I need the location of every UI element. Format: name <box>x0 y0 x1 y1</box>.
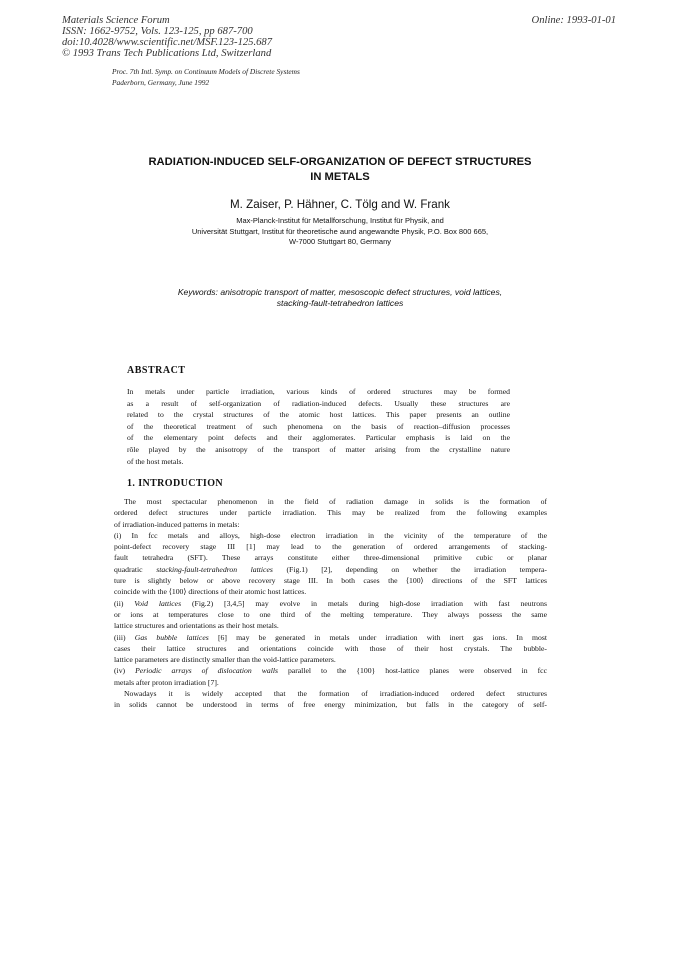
abstract-line: of the host metals. <box>127 456 184 466</box>
intro-line: metals after proton irradiation [7]. <box>114 677 219 687</box>
abstract-line: as a result of self-organization of radiation-induced defects. Usually these structures are <box>127 398 510 408</box>
keywords <box>60 287 620 309</box>
copyright-line: © 1993 Trans Tech Publications Ltd, Switzerland <box>62 48 272 59</box>
intro-text: (iii) <box>114 632 135 642</box>
introduction-body <box>114 496 547 711</box>
intro-emphasis: stacking-fault-tetrahedron lattices <box>156 564 273 574</box>
intro-line: ture is slightly below or above recovery stage III. In both cases the ⟨100⟩ directions of the SFT lattices <box>114 576 547 586</box>
doi-line: doi:10.4028/www.scientific.net/MSF.123-125.687 <box>62 37 272 48</box>
abstract-line: rôle played by the anisotropy of the transport of matter arising from the crystalline nature <box>127 444 510 454</box>
intro-line: lattice structures and orientations as their host metals. <box>114 621 279 631</box>
intro-text: (ii) <box>114 598 135 608</box>
intro-emphasis: Void lattices <box>134 598 182 608</box>
intro-line <box>114 632 547 643</box>
intro-emphasis: Gas bubble lattices <box>134 632 209 642</box>
proceedings-line: Proc. 7th Intl. Symp. on Continuum Models of Discrete Systems <box>112 67 300 76</box>
intro-line: fault tetrahedra (SFT). These arrays constitute either three-dimensional primitive cubic or planar <box>114 553 547 563</box>
title-line: RADIATION-INDUCED SELF-ORGANIZATION OF DEFECT STRUCTURES <box>148 156 532 168</box>
intro-line: or ions at temperatures close to one third of the melting temperature. They always possess the same <box>114 609 547 619</box>
intro-line: coincide with the ⟨100⟩ directions of their atomic host lattices. <box>114 587 307 597</box>
abstract-line: In metals under particle irradiation, various kinds of ordered structures may be formed <box>127 387 510 396</box>
intro-text: quadratic <box>114 564 157 574</box>
intro-line: Nowadays it is widely accepted that the formation of irradiation-induced ordered defect structures <box>124 689 547 699</box>
authors: M. Zaiser, P. Hähner, C. Tölg and W. Frank <box>230 198 450 211</box>
intro-line: in solids cannot be understood in terms of free energy minimization, but falls in the category of self- <box>114 700 547 710</box>
intro-line: lattice parameters are distinctly smaller than the void-lattice parameters. <box>114 655 336 665</box>
intro-line <box>114 564 547 575</box>
intro-text: parallel to the {100} host-lattice planes were observed in fcc <box>277 666 547 676</box>
issn-line: ISSN: 1662-9752, Vols. 123-125, pp 687-700 <box>62 26 253 37</box>
affiliation-line: Max-Planck-Institut für Metallforschung, Institut für Physik, and <box>236 216 444 225</box>
intro-line: ordered defect structures under particle irradiation. This may be realized from the following examples <box>114 508 547 518</box>
affiliation <box>60 216 620 248</box>
online-date: Online: 1993-01-01 <box>531 15 616 26</box>
intro-line: cases their lattice structures and orientations coincide with those of their host crystals. The bubble- <box>114 643 547 653</box>
keywords-line: Keywords: anisotropic transport of matter, mesoscopic defect structures, void lattices, <box>177 287 503 297</box>
intro-line <box>114 665 547 676</box>
intro-emphasis: Periodic arrays of dislocation walls <box>135 666 278 676</box>
abstract-line: of the theoretical treatment of such phenomena on the basis of reaction–diffusion processes <box>127 421 510 431</box>
publication-metadata <box>62 15 272 59</box>
keywords-line: stacking-fault-tetrahedron lattices <box>276 298 404 308</box>
journal-name: Materials Science Forum <box>62 15 170 26</box>
intro-line: point-defect recovery stage III [1] may lead to the generation of ordered arrangements of stacking- <box>114 542 547 552</box>
intro-line: of irradiation-induced patterns in metals: <box>114 519 240 529</box>
abstract-heading: ABSTRACT <box>127 365 186 376</box>
title-line: IN METALS <box>310 171 370 183</box>
intro-line <box>114 598 547 609</box>
intro-line: The most spectacular phenomenon in the field of radiation damage in solids is the formation of <box>124 497 547 506</box>
abstract-body <box>127 386 510 467</box>
intro-text: (iv) <box>114 666 136 676</box>
affiliation-line: W-7000 Stuttgart 80, Germany <box>289 237 391 246</box>
intro-text: (Fig.2) [3,4,5] may evolve in metals during high-dose irradiation with fast neutrons <box>181 598 547 608</box>
affiliation-line: Universität Stuttgart, Institut für theoretische aund angewandte Physik, P.O. Box 800 665, <box>191 226 489 236</box>
intro-line: (i) In fcc metals and alloys, high-dose electron irradiation in the vicinity of the temperature of the <box>114 530 547 540</box>
intro-text: [6] may be generated in metals under irradiation with inert gas ions. In most <box>208 632 547 642</box>
proceedings-location: Paderborn, Germany, June 1992 <box>112 77 210 87</box>
abstract-line: of the elementary point defects and their agglomerates. Particular emphasis is laid on the <box>127 433 510 443</box>
introduction-heading: 1. INTRODUCTION <box>127 478 224 489</box>
abstract-line: related to the crystal structures of the atomic host lattices. This paper presents an outline <box>127 410 510 420</box>
intro-text: (Fig.1) [2], depending on whether the irradiation tempera- <box>272 564 547 574</box>
paper-title <box>60 155 620 185</box>
proceedings-note <box>112 67 300 88</box>
